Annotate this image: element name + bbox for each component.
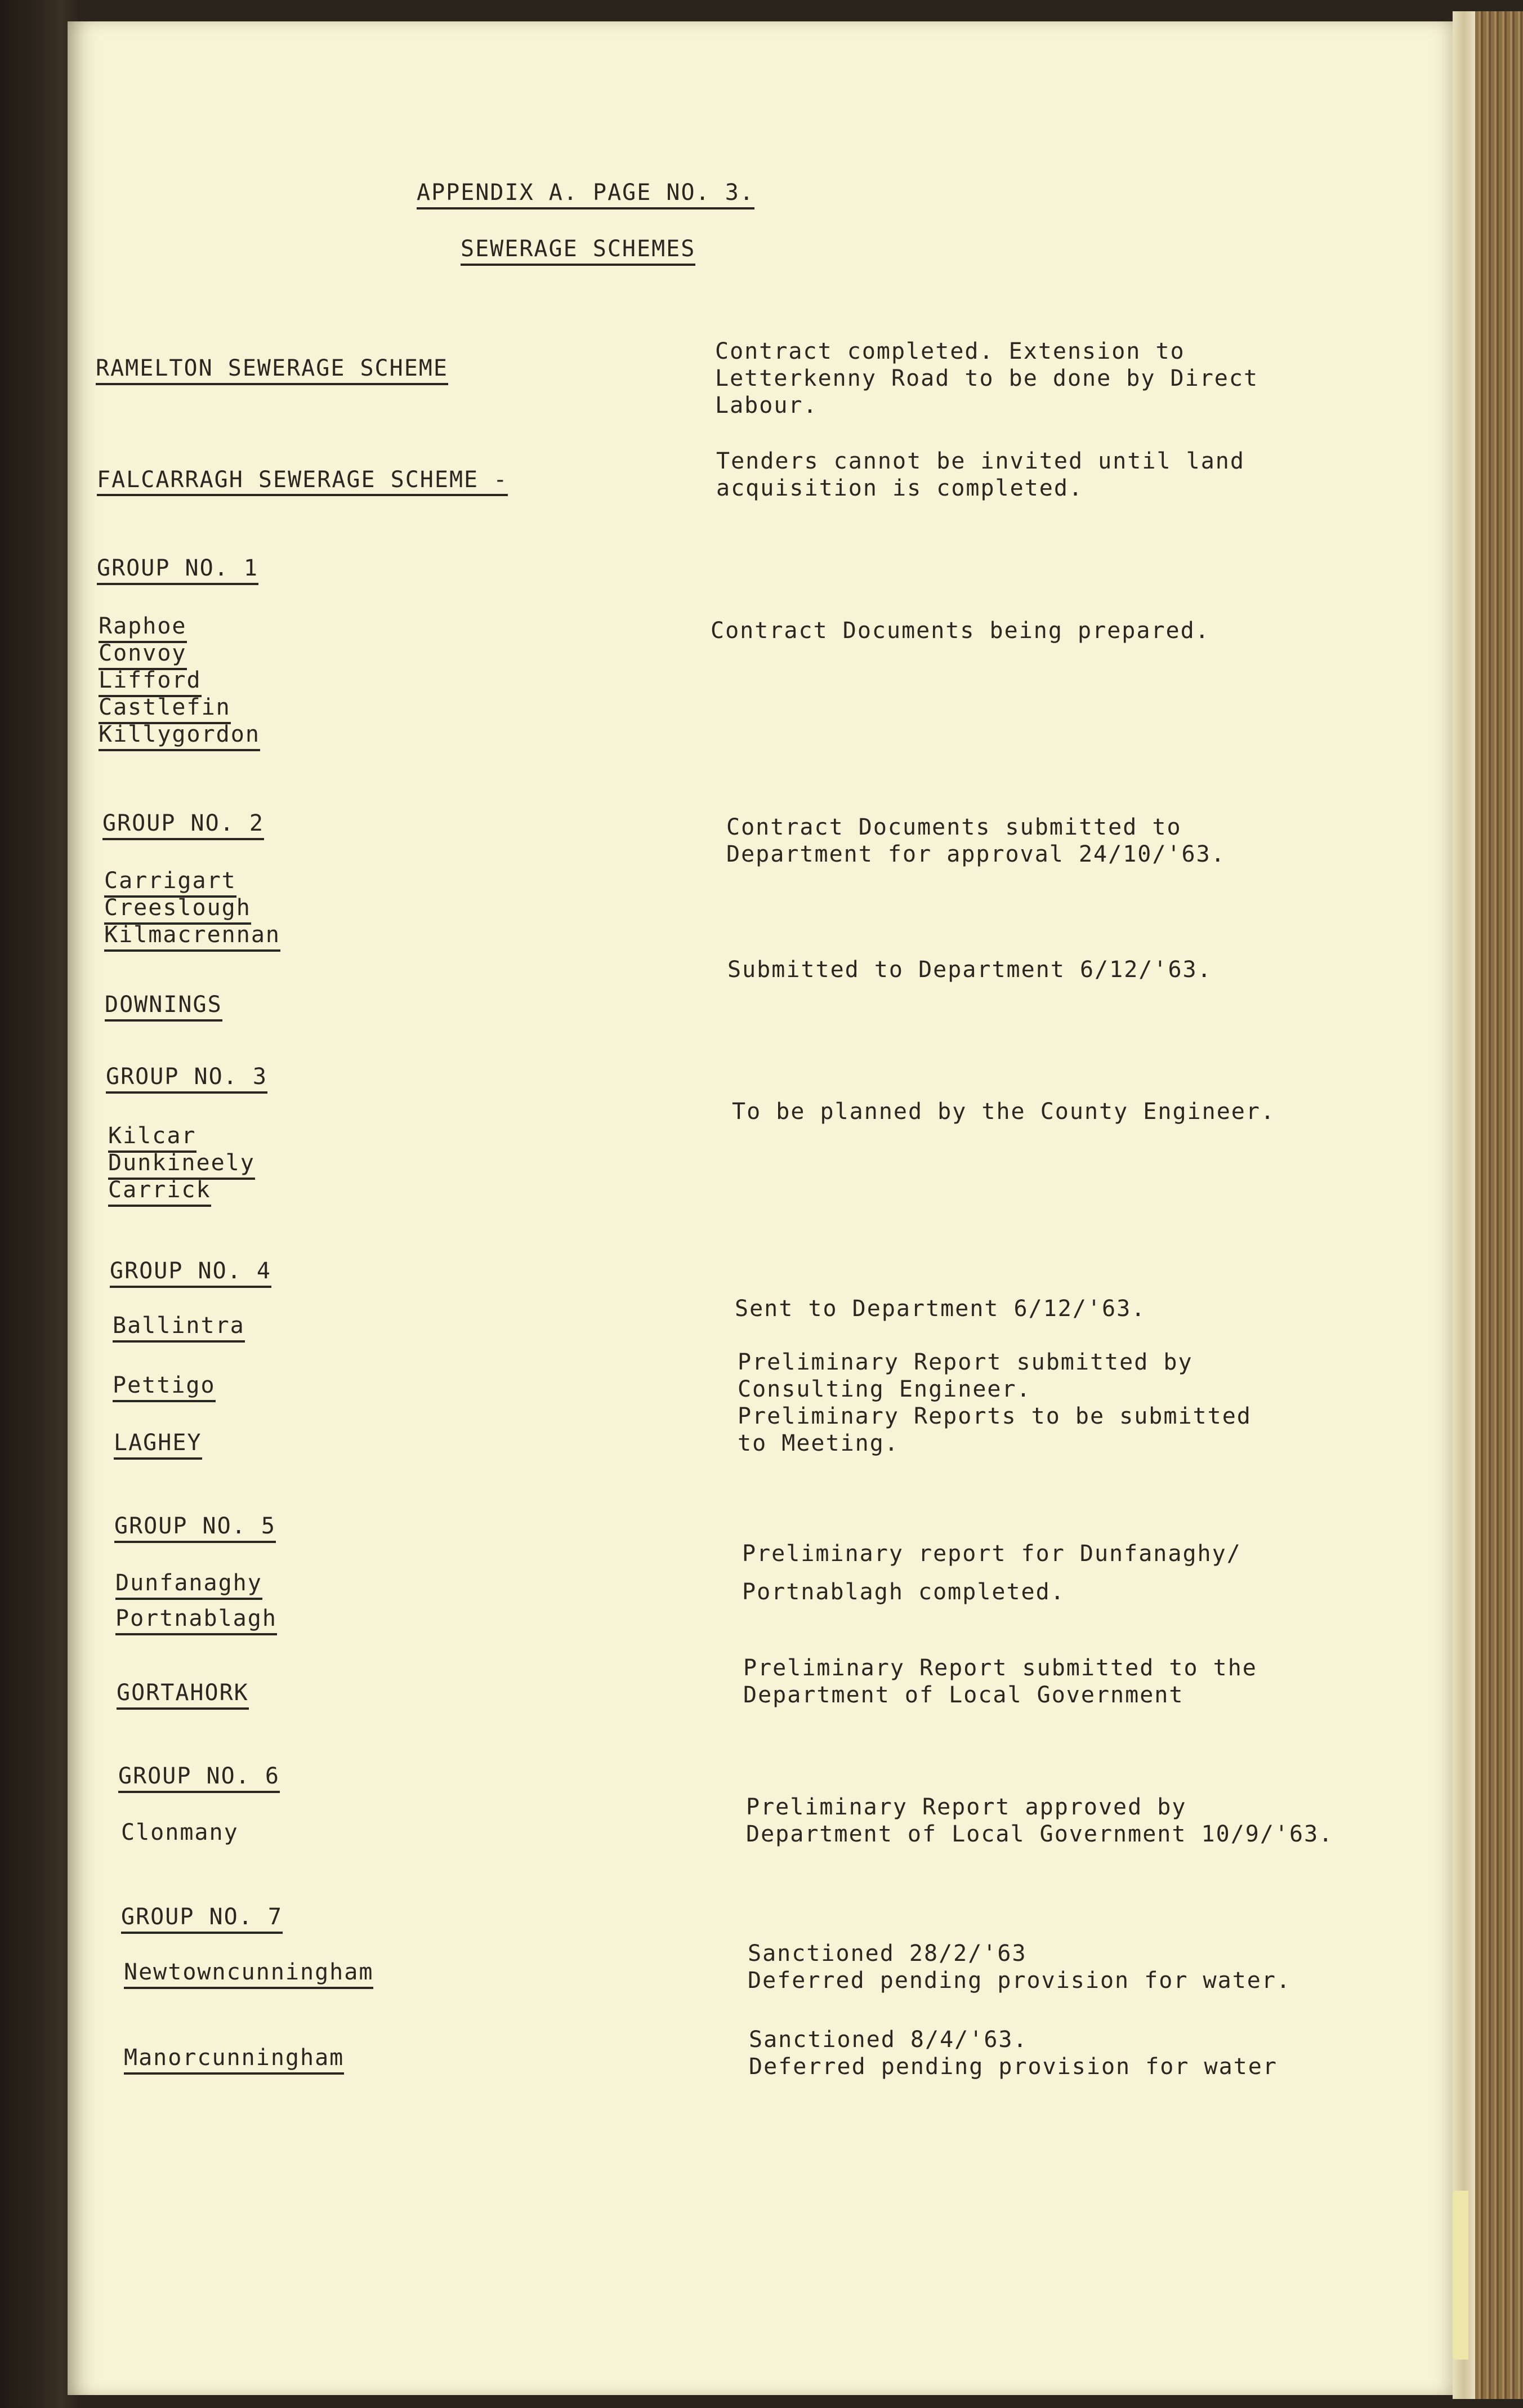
place-creeslough: Creeslough xyxy=(104,894,251,925)
place-killygordon: Killygordon xyxy=(99,721,260,751)
group-status-2: Contract Documents submitted to Department for approval 24/10/'63. xyxy=(726,814,1226,867)
place-castlefin: Castlefin xyxy=(99,694,231,724)
group-heading-5: GROUP NO. 5 xyxy=(114,1513,276,1543)
appendix-heading: APPENDIX A. PAGE NO. 3. xyxy=(417,179,754,209)
scheme-label-falcarragh-text: FALCARRAGH SEWERAGE SCHEME - xyxy=(97,467,508,496)
group-heading-4: GROUP NO. 4 xyxy=(110,1257,271,1288)
place-dunfanaghy: Dunfanaghy xyxy=(115,1569,262,1600)
place-lifford: Lifford xyxy=(99,667,202,697)
group-status-7b: Sanctioned 8/4/'63. Deferred pending provision for water xyxy=(749,2027,1278,2080)
group-heading-3: GROUP NO. 3 xyxy=(106,1063,267,1094)
section-title: SEWERAGE SCHEMES xyxy=(461,235,695,266)
scheme-status-ramelton: Contract completed. Extension to Letterkenny Road to be done by Direct Labour. xyxy=(715,338,1259,418)
place-portnablagh: Portnablagh xyxy=(115,1605,277,1635)
group-heading-7: GROUP NO. 7 xyxy=(121,1903,283,1934)
place-carrigart: Carrigart xyxy=(104,867,236,898)
book-spine-edges xyxy=(1475,11,1523,2399)
place-newtowncunningham: Newtowncunningham xyxy=(124,1959,373,1989)
group-heading-6: GROUP NO. 6 xyxy=(118,1763,280,1793)
group-status-4a: Sent to Department 6/12/'63. xyxy=(735,1296,1146,1322)
group-heading-2: GROUP NO. 2 xyxy=(102,810,264,840)
place-kilcar: Kilcar xyxy=(108,1122,196,1153)
group-status-5b: Preliminary Report submitted to the Department of Local Government xyxy=(743,1655,1257,1708)
page-edge xyxy=(1453,11,1475,2399)
place-laghey: LAGHEY xyxy=(114,1429,202,1460)
status-downings: Submitted to Department 6/12/'63. xyxy=(727,957,1212,983)
group-status-3: To be planned by the County Engineer. xyxy=(732,1099,1276,1125)
place-manorcunningham: Manorcunningham xyxy=(124,2044,344,2075)
group-heading-1: GROUP NO. 1 xyxy=(97,555,258,585)
scheme-label-ramelton: RAMELTON SEWERAGE SCHEME xyxy=(96,355,448,385)
scheme-label-falcarragh xyxy=(97,466,508,493)
group-status-6: Preliminary Report approved by Department of Local Government 10/9/'63. xyxy=(746,1794,1334,1847)
group-status-5a: Preliminary report for Dunfanaghy/ Portnablagh completed. xyxy=(742,1541,1241,1605)
place-pettigo: Pettigo xyxy=(113,1372,216,1402)
group-status-4b: Preliminary Report submitted by Consulting Engineer. Preliminary Reports to be submitted to Meeting. xyxy=(738,1349,1252,1456)
group-status-1: Contract Documents being prepared. xyxy=(711,618,1210,644)
scheme-status-falcarragh: Tenders cannot be invited until land acquisition is completed. xyxy=(716,448,1245,501)
place-ballintra: Ballintra xyxy=(113,1312,245,1343)
group-heading-downings: DOWNINGS xyxy=(105,991,222,1022)
place-gortahork: GORTAHORK xyxy=(117,1679,249,1710)
place-convoy: Convoy xyxy=(99,640,187,670)
place-raphoe: Raphoe xyxy=(99,613,187,643)
paper-tab xyxy=(1453,2191,1468,2360)
place-clonmany: Clonmany xyxy=(121,1820,239,1845)
group-status-7a: Sanctioned 28/2/'63 Deferred pending provision for water. xyxy=(748,1941,1292,1994)
place-dunkineely: Dunkineely xyxy=(108,1149,255,1180)
place-carrick: Carrick xyxy=(108,1176,211,1207)
place-kilmacrennan: Kilmacrennan xyxy=(104,921,280,952)
